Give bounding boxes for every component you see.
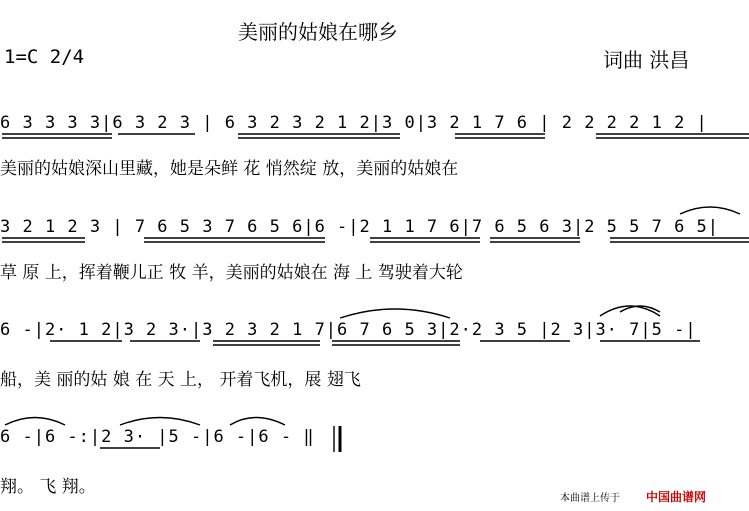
site-logo <box>646 486 742 502</box>
upload-note: 本曲谱上传于 <box>560 493 620 504</box>
lyrics-line-2: 草 原 上，挥着鞭儿正 牧 羊，美丽的姑娘在 海 上 驾驶着大轮 <box>0 263 463 283</box>
notation-line-3: 6 -|2· 1 2|3 2 3·|3 2 3 2 1 7|6 7 6 5 3|2·2 3 5 |2 3|3· 7|5 -| <box>0 320 697 340</box>
lyrics-line-3: 船，美 丽的姑 娘 在 天 上， 开着飞机，展 翅飞 <box>0 370 361 390</box>
notation-line-2: 3 2 1 2 3 | 7 6 5 3 7 6 5 6|6 -|2 1 1 7 6|7 6 5 6 3|2 5 5 7 6 5| <box>0 217 720 237</box>
lyrics-line-1: 美丽的姑娘深山里藏，她是朵鲜 花 悄然绽 放，美丽的姑娘在 <box>0 159 459 179</box>
site-logo-text: 中国曲谱网 <box>646 490 707 504</box>
lyrics-line-4: 翔。 飞 翔。 <box>0 477 96 497</box>
author-credit: 词曲 洪昌 <box>603 48 690 72</box>
notation-line-1: 6 3 3 3 3|6 3 2 3 | 6 3 2 3 2 1 2|3 0|3 2 1 7 6 | 2 2 2 2 1 2 | <box>0 113 708 133</box>
key-signature: 1=C 2/4 <box>4 46 85 68</box>
notation-line-4: 6 -|6 -:|2 3· |5 -|6 -|6 - ‖ <box>0 427 315 447</box>
song-title: 美丽的姑娘在哪乡 <box>238 20 398 44</box>
